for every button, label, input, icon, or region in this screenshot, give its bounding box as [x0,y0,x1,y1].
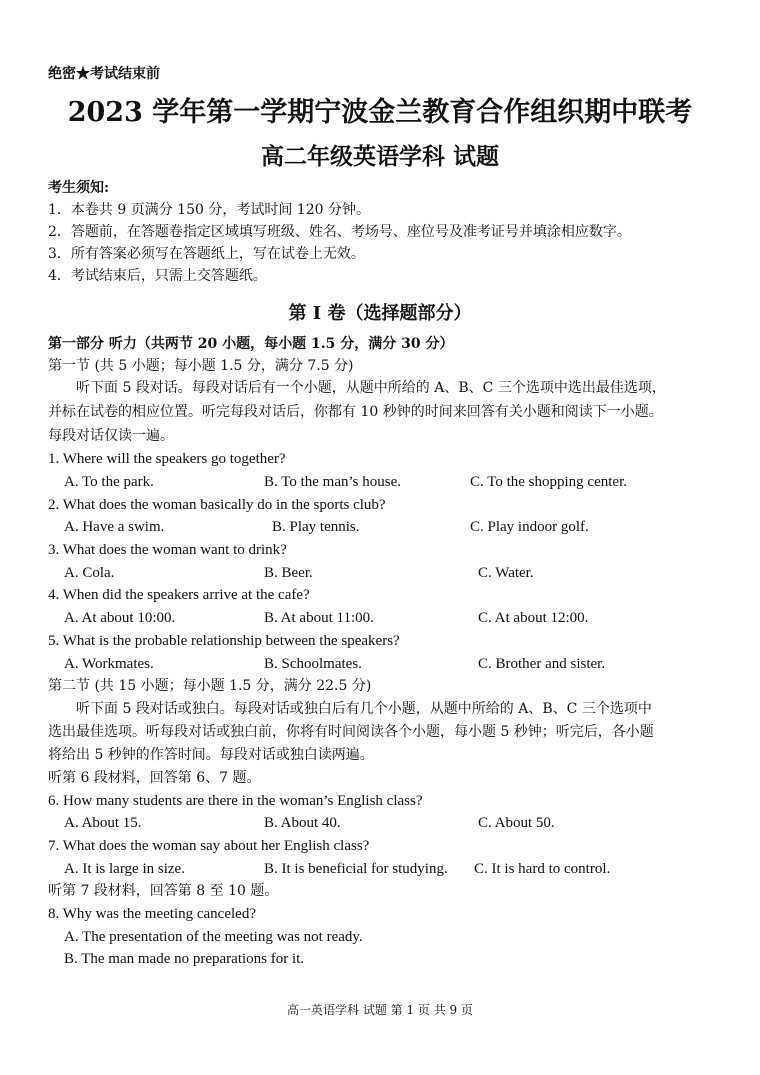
option-b: B. It is beneficial for studying. [264,861,448,877]
option-c: C. To the shopping center. [470,474,627,490]
notice-item: 2．答题前，在答题卷指定区域填写班级、姓名、考场号、座位号及准考证号并填涂相应数字。 [48,224,631,240]
question-stem: 4. When did the speakers arrive at the cafe? [48,587,310,603]
option-a: A. At about 10:00. [64,610,176,626]
option-b: B. About 40. [264,815,341,831]
option-b: B. Play tennis. [272,519,360,535]
question-stem: 5. What is the probable relationship between the speakers? [48,633,400,649]
section1-instructions: 并标在试卷的相应位置。听完每段对话后，你都有 10 秒钟的时间来回答有关小题和阅读下一小题。 [48,404,663,420]
part1-heading: 第一部分 听力（共两节 20 小题，每小题 1.5 分，满分 30 分） [48,336,454,352]
exam-subtitle: 高二年级英语学科 试题 [260,143,499,170]
question-stem: 2. What does the woman basically do in the sports club? [48,497,386,513]
question-stem: 1. Where will the speakers go together? [48,451,286,467]
notice-heading: 考生须知: [48,180,110,196]
option-c: C. It is hard to control. [474,861,611,877]
material-note: 听第 7 段材料，回答第 8 至 10 题。 [48,883,279,899]
option-c: C. Water. [478,565,534,581]
page-footer: 高一英语学科 试题 第 1 页 共 9 页 [287,1003,473,1017]
section1-heading: 第一节 (共 5 小题；每小题 1.5 分，满分 7.5 分) [48,358,354,374]
question-stem: 7. What does the woman say about her English class? [48,838,370,854]
option-a: A. Have a swim. [64,519,165,535]
option-b: B. Beer. [264,565,313,581]
option-c: C. Brother and sister. [478,656,606,672]
notice-item: 4．考试结束后，只需上交答题纸。 [48,268,267,284]
section1-instructions: 听下面 5 段对话。每段对话后有一个小题，从题中所给的 A、B、C 三个选项中选出最佳选项， [76,380,666,396]
option-b: B. At about 11:00. [264,610,374,626]
option-b: B. Schoolmates. [264,656,362,672]
option-a: A. To the park. [64,474,154,490]
question-stem: 6. How many students are there in the woman’s English class? [48,793,423,809]
secret-mark: 绝密★考试结束前 [48,66,160,82]
option-c: C. Play indoor golf. [470,519,589,535]
section2-instructions: 将给出 5 秒钟的作答时间。每段对话或独白读两遍。 [48,747,374,763]
section1-instructions: 每段对话仅读一遍。 [48,428,174,444]
option-b: B. To the man’s house. [264,474,401,490]
volume-title: 第 I 卷（选择题部分） [288,303,472,324]
option-a: A. The presentation of the meeting was not ready. [64,929,363,945]
notice-item: 3．所有答案必须写在答题纸上，写在试卷上无效。 [48,246,365,262]
option-c: C. At about 12:00. [478,610,589,626]
section2-instructions: 听下面 5 段对话或独白。每段对话或独白后有几个小题，从题中所给的 A、B、C 三个选项中 [76,701,652,717]
option-a: A. It is large in size. [64,861,185,877]
material-note: 听第 6 段材料，回答第 6、7 题。 [48,770,261,786]
section2-instructions: 选出最佳选项。听每段对话或独白前，你将有时间阅读各个小题，每小题 5 秒钟；听完后，各小题 [48,724,654,740]
option-c: C. About 50. [478,815,555,831]
option-b: B. The man made no preparations for it. [64,951,305,967]
exam-title: 2023 学年第一学期宁波金兰教育合作组织期中联考 [67,97,693,128]
option-a: A. Workmates. [64,656,154,672]
section2-heading: 第二节 (共 15 小题；每小题 1.5 分，满分 22.5 分) [48,678,372,694]
option-a: A. Cola. [64,565,115,581]
option-a: A. About 15. [64,815,142,831]
notice-item: 1．本卷共 9 页满分 150 分，考试时间 120 分钟。 [48,202,370,218]
question-stem: 8. Why was the meeting canceled? [48,906,256,922]
question-stem: 3. What does the woman want to drink? [48,542,287,558]
